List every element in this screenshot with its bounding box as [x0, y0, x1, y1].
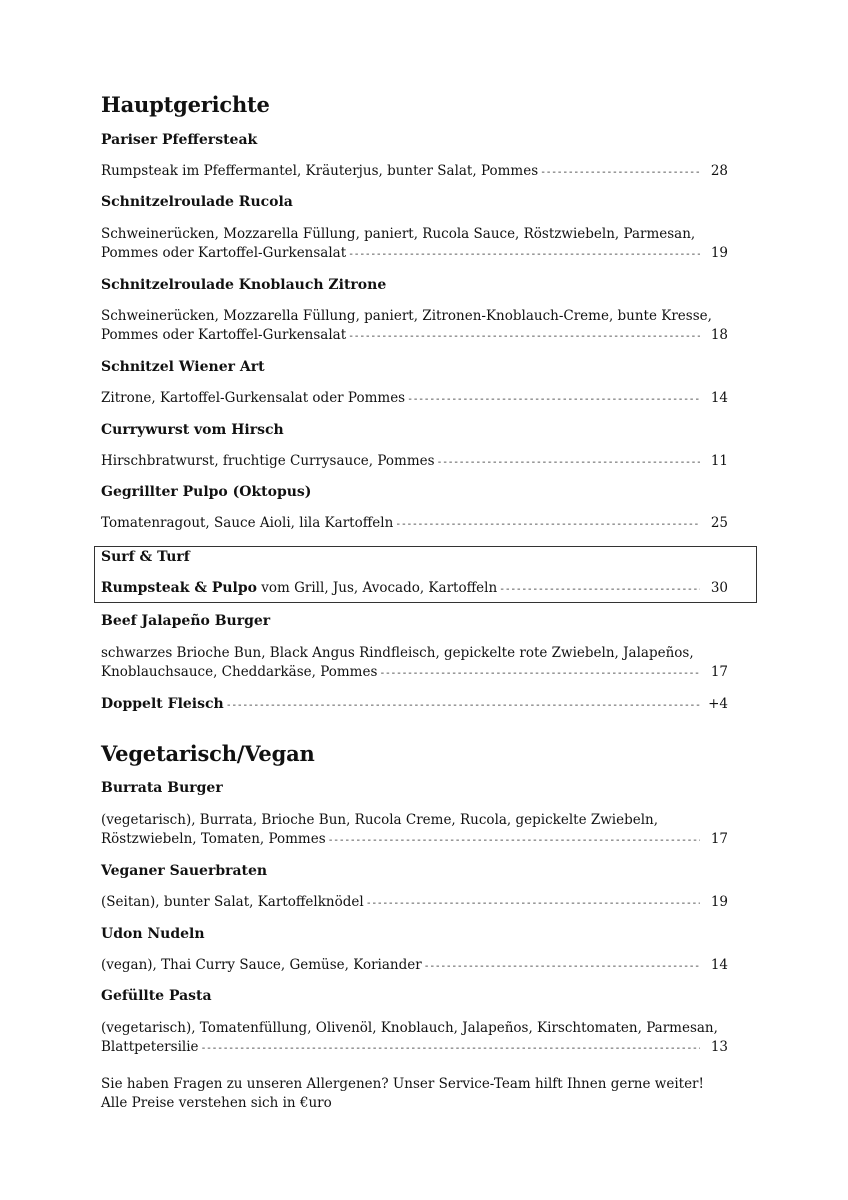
dish-price: 19: [710, 894, 728, 910]
dish-description: Hirschbratwurst, fruchtige Currysauce, Pommes: [101, 453, 435, 469]
dish-name: Currywurst vom Hirsch: [101, 422, 284, 438]
dish-name: Udon Nudeln: [101, 926, 205, 942]
dish-price: 14: [710, 390, 728, 406]
dish-line: [101, 327, 728, 343]
dish-line: [101, 453, 728, 469]
dish-description: Pommes oder Kartoffel-Gurkensalat: [101, 327, 347, 343]
extra-price: +4: [708, 696, 728, 712]
dish-name: Pariser Pfeffersteak: [101, 132, 258, 148]
dish-price: 25: [710, 515, 728, 531]
dish-description: Schweinerücken, Mozzarella Füllung, paniert, Zitronen-Knoblauch-Creme, bunte Kresse,: [101, 308, 712, 324]
dish-name: Gefüllte Pasta: [101, 988, 212, 1004]
dish-description: schwarzes Brioche Bun, Black Angus Rindfleisch, gepickelte rote Zwiebeln, Jalapeños,: [101, 645, 694, 661]
dot-leader: [226, 700, 700, 711]
dot-leader: [348, 249, 700, 260]
dot-leader: [366, 898, 700, 909]
dish-price: 28: [710, 163, 728, 179]
dish-name: Beef Jalapeño Burger: [101, 613, 271, 629]
extra-line: [101, 696, 728, 712]
dish-line: [101, 894, 728, 910]
dish-line: [101, 163, 728, 179]
dish-line: [101, 957, 728, 973]
dish-description: (vegetarisch), Burrata, Brioche Bun, Rucola Creme, Rucola, gepickelte Zwiebeln,: [101, 812, 659, 828]
dot-leader: [395, 519, 700, 530]
dish-price: 30: [710, 580, 728, 596]
allergen-note: Sie haben Fragen zu unseren Allergenen? Unser Service-Team hilft Ihnen gerne weiter!: [101, 1076, 704, 1092]
dish-name: Burrata Burger: [101, 780, 223, 796]
dot-leader: [201, 1043, 700, 1054]
dish-description: Pommes oder Kartoffel-Gurkensalat: [101, 245, 347, 261]
dish-line: [101, 245, 728, 261]
dish-line: [101, 580, 728, 596]
dish-description: Schweinerücken, Mozzarella Füllung, paniert, Rucola Sauce, Röstzwiebeln, Parmesan,: [101, 226, 696, 242]
dish-line: [101, 1039, 728, 1055]
dish-price: 17: [710, 831, 728, 847]
extra-name: Doppelt Fleisch: [101, 696, 224, 712]
dot-leader: [348, 331, 700, 342]
dish-description: [101, 580, 497, 596]
dish-description: Zitrone, Kartoffel-Gurkensalat oder Pommes: [101, 390, 406, 406]
dish-price: 13: [710, 1039, 728, 1055]
dot-leader: [540, 167, 700, 178]
dish-description: (Seitan), bunter Salat, Kartoffelknödel: [101, 894, 364, 910]
dish-name: Surf & Turf: [101, 549, 190, 565]
dish-line: [101, 664, 728, 680]
dot-leader: [379, 668, 700, 679]
dish-price: 14: [710, 957, 728, 973]
dish-name: Gegrillter Pulpo (Oktopus): [101, 484, 312, 500]
dish-line: [101, 390, 728, 406]
dish-price: 11: [710, 453, 728, 469]
dot-leader: [424, 961, 700, 972]
dot-leader: [328, 835, 700, 846]
dish-description-bold: Rumpsteak & Pulpo: [101, 580, 257, 596]
dot-leader: [407, 394, 700, 405]
dish-description: Blattpetersilie: [101, 1039, 199, 1055]
dish-name: Veganer Sauerbraten: [101, 863, 268, 879]
dot-leader: [437, 457, 700, 468]
dish-description: Tomatenragout, Sauce Aioli, lila Kartoffeln: [101, 515, 394, 531]
dish-description: Rumpsteak im Pfeffermantel, Kräuterjus, bunter Salat, Pommes: [101, 163, 539, 179]
dish-name: Schnitzelroulade Knoblauch Zitrone: [101, 277, 387, 293]
price-note: Alle Preise verstehen sich in €uro: [101, 1095, 332, 1111]
dish-line: [101, 831, 728, 847]
dish-description: (vegetarisch), Tomatenfüllung, Olivenöl, Knoblauch, Jalapeños, Kirschtomaten, Parmesan,: [101, 1020, 718, 1036]
dot-leader: [499, 584, 700, 595]
dish-price: 17: [710, 664, 728, 680]
dish-name: Schnitzel Wiener Art: [101, 359, 265, 375]
dish-price: 19: [710, 245, 728, 261]
dish-name: Schnitzelroulade Rucola: [101, 194, 293, 210]
dish-description-rest: vom Grill, Jus, Avocado, Kartoffeln: [256, 580, 498, 596]
dish-description: Röstzwiebeln, Tomaten, Pommes: [101, 831, 326, 847]
dish-line: [101, 515, 728, 531]
dish-description: (vegan), Thai Curry Sauce, Gemüse, Koriander: [101, 957, 422, 973]
section-heading-vegetarisch: Vegetarisch/Vegan: [101, 741, 315, 766]
section-heading-hauptgerichte: Hauptgerichte: [101, 92, 270, 117]
dish-price: 18: [710, 327, 728, 343]
dish-description: Knoblauchsauce, Cheddarkäse, Pommes: [101, 664, 378, 680]
